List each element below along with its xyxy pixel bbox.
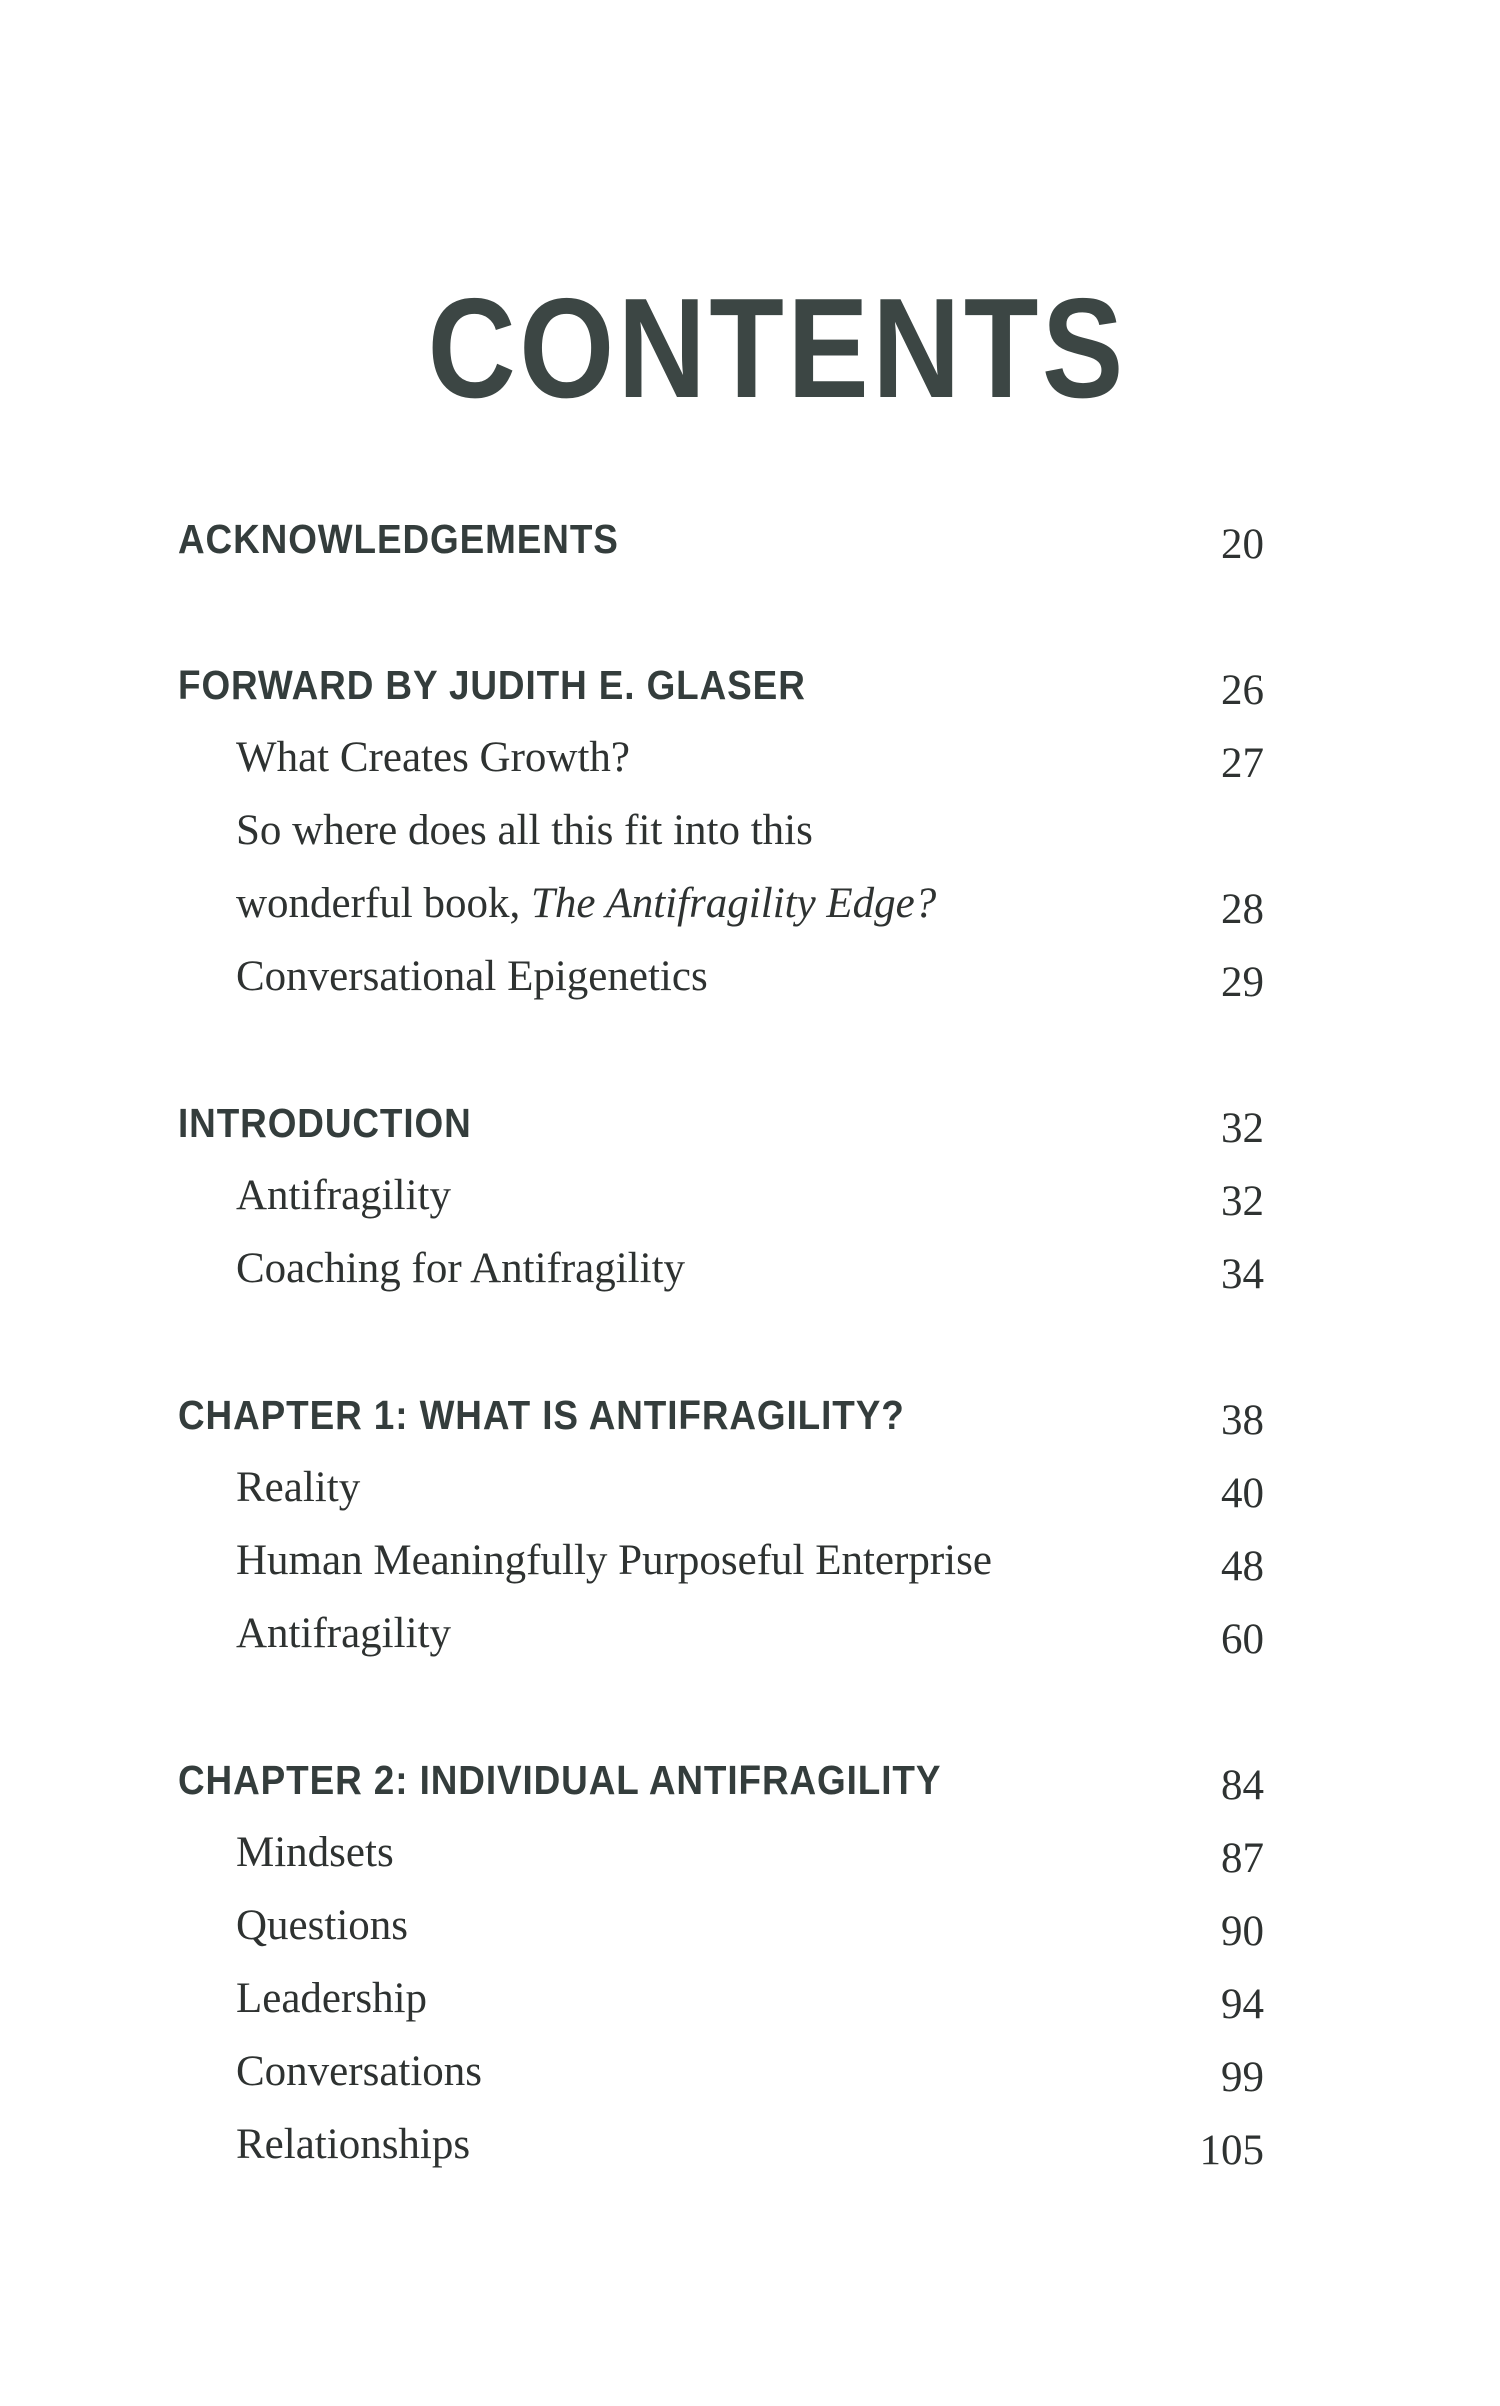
toc-entry-label: Conversational Epigenetics [236,953,708,1000]
toc-heading-row[interactable] [174,646,1264,719]
table-of-contents [174,500,1264,2252]
toc-entry-row[interactable] [174,792,1264,865]
toc-entry-row[interactable] [174,1522,1264,1595]
toc-page-number: 94 [1221,1981,1264,2028]
toc-page-number: 34 [1221,1251,1264,1298]
toc-page-number: 29 [1221,959,1264,1006]
toc-page-number: 90 [1221,1908,1264,1955]
toc-entry-label: Reality [236,1464,361,1511]
toc-entry-label: Antifragility [236,1610,451,1657]
page-title: CONTENTS [427,269,1127,428]
toc-heading-row[interactable] [174,1084,1264,1157]
toc-heading-label: CHAPTER 1: WHAT IS ANTIFRAGILITY? [178,1392,905,1438]
toc-page-number: 84 [1221,1762,1264,1809]
toc-page-number: 38 [1221,1397,1264,1444]
toc-entry-row[interactable] [174,1230,1264,1303]
toc-entry-label [236,879,936,928]
toc-section-chapter-1 [174,1376,1264,1668]
toc-entry-label: Questions [236,1902,408,1949]
toc-entry-label: What Creates Growth? [236,734,631,781]
toc-entry-row[interactable] [174,1814,1264,1887]
toc-section-acknowledgements [174,500,1264,573]
toc-page-number: 32 [1221,1105,1264,1152]
toc-entry-label: Human Meaningfully Purposeful Enterprise [236,1537,992,1584]
toc-entry-row[interactable] [174,1157,1264,1230]
toc-entry-row[interactable] [174,865,1264,938]
toc-entry-row[interactable] [174,1449,1264,1522]
toc-page-number: 87 [1221,1835,1264,1882]
toc-entry-label: Leadership [236,1975,428,2022]
toc-entry-label: Conversations [236,2048,483,2095]
toc-entry-label: Mindsets [236,1829,394,1876]
toc-entry-label: Antifragility [236,1172,451,1219]
toc-section-forward [174,646,1264,1011]
toc-heading-row[interactable] [174,500,1264,573]
toc-entry-row[interactable] [174,1887,1264,1960]
toc-page-number: 20 [1221,521,1264,568]
toc-heading-label: CHAPTER 2: INDIVIDUAL ANTIFRAGILITY [178,1757,942,1803]
toc-entry-row[interactable] [174,2106,1264,2179]
toc-page-number: 40 [1221,1470,1264,1517]
toc-heading-label: ACKNOWLEDGEMENTS [178,516,619,562]
toc-page-number: 27 [1221,740,1264,787]
toc-page-number: 28 [1221,886,1264,933]
toc-page-number: 105 [1199,2127,1264,2174]
toc-entry-label-text: wonderful book, [236,880,531,927]
toc-page-number: 60 [1221,1616,1264,1663]
toc-heading-label: FORWARD BY JUDITH E. GLASER [178,662,806,708]
book-title-italic: The Antifragility Edge? [530,880,937,927]
toc-heading-row[interactable] [174,1741,1264,1814]
toc-entry-row[interactable] [174,2033,1264,2106]
toc-page-number: 26 [1221,667,1264,714]
toc-heading-label: INTRODUCTION [178,1100,472,1146]
toc-entry-row[interactable] [174,938,1264,1011]
toc-page-number: 32 [1221,1178,1264,1225]
toc-entry-row[interactable] [174,1595,1264,1668]
toc-page-number: 48 [1221,1543,1264,1590]
toc-entry-row[interactable] [174,1960,1264,2033]
toc-heading-row[interactable] [174,1376,1264,1449]
toc-entry-label: So where does all this fit into this [236,807,813,854]
toc-section-chapter-2 [174,1741,1264,2179]
toc-entry-label: Relationships [236,2121,471,2168]
toc-entry-row[interactable] [174,719,1264,792]
toc-entry-label: Coaching for Antifragility [236,1245,686,1292]
toc-page-number: 99 [1221,2054,1264,2101]
toc-section-introduction [174,1084,1264,1303]
